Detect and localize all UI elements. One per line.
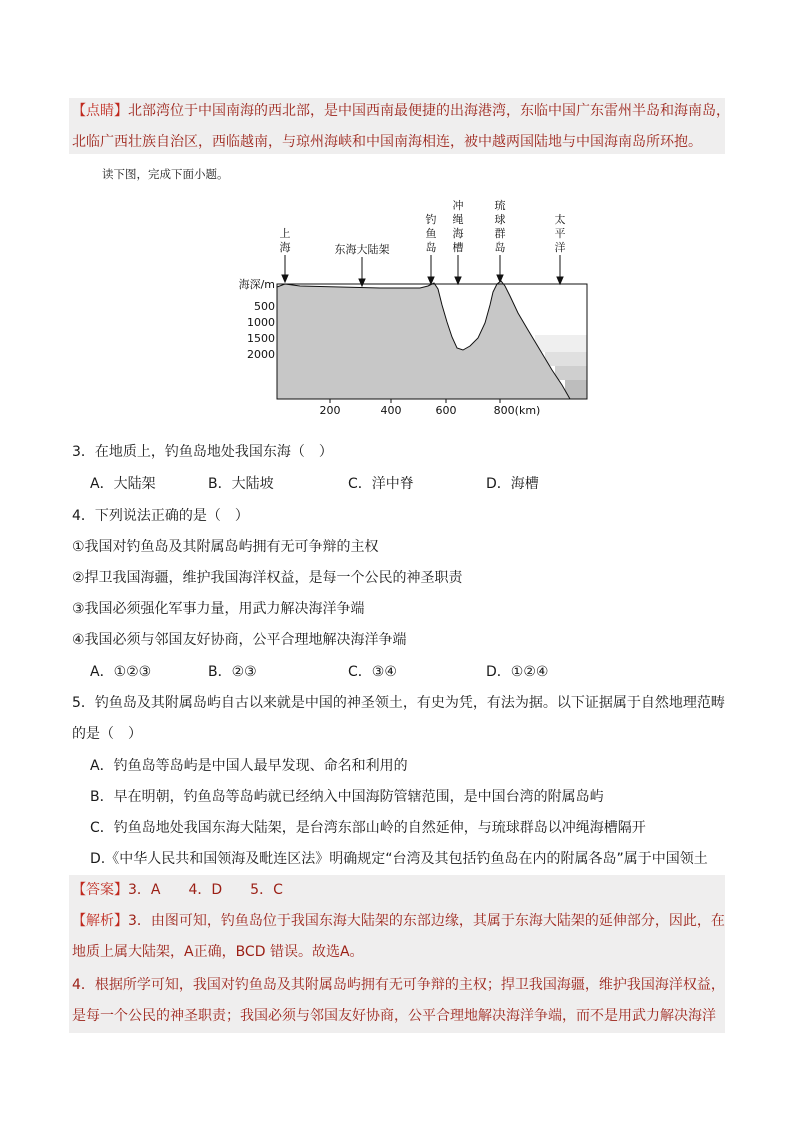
analysis-line-1 bbox=[72, 910, 725, 932]
q3-stem: 3．在地质上，钓鱼岛地处我国东海（ ） bbox=[72, 444, 333, 460]
label-okinawa-3: 槽 bbox=[452, 241, 464, 254]
tip-line-2: 北临广西壮族自治区，西临越南，与琼州海峡和中国南海相连，被中越两国陆地与中国海南岛所环抱。 bbox=[72, 134, 702, 150]
q4-option-b: B．②③ bbox=[208, 664, 257, 680]
q5-option-a: A．钓鱼岛等岛屿是中国人最早发现、命名和利用的 bbox=[90, 758, 408, 774]
distance-tick-200: 200 bbox=[319, 404, 341, 417]
distance-tick-800: 800(km) bbox=[493, 404, 541, 417]
depth-axis-title: 海深/m bbox=[238, 278, 275, 291]
q5-option-d: D.《中华人民共和国领海及毗连区法》明确规定“台湾及其包括钓鱼岛在内的附属各岛”属于中国领土 bbox=[90, 851, 708, 867]
q3-option-b: B．大陆坡 bbox=[208, 476, 274, 492]
q4-statement-4: ④我国必须与邻国友好协商，公平合理地解决海洋争端 bbox=[72, 632, 407, 648]
analysis-text-1: 3．由图可知，钓鱼岛位于我国东海大陆架的东部边缘，其属于东海大陆架的延伸部分，因此，在 bbox=[128, 913, 725, 929]
q4-statement-2: ②捍卫我国海疆，维护我国海洋权益，是每一个公民的神圣职责 bbox=[72, 570, 463, 586]
tip-label: 【点睛】 bbox=[72, 103, 128, 119]
label-pacific bbox=[555, 212, 566, 254]
label-shanghai-1: 海 bbox=[279, 241, 291, 254]
q4-stem: 4．下列说法正确的是（ ） bbox=[72, 508, 249, 524]
answer-line bbox=[72, 879, 283, 901]
label-diaoyu-0: 钓 bbox=[425, 213, 437, 226]
label-pacific-0: 太 bbox=[554, 213, 566, 226]
q5-option-b: B．早在明朝，钓鱼岛等岛屿就已经纳入中国海防管辖范围，是中国台湾的附属岛屿 bbox=[90, 789, 604, 805]
distance-tick-600: 600 bbox=[435, 404, 457, 417]
q5-stem-1: 5．钓鱼岛及其附属岛屿自古以来就是中国的神圣领土，有史为凭，有法为据。以下证据属于自然地理范畴 bbox=[72, 695, 725, 711]
label-okinawa bbox=[453, 198, 464, 254]
q4-option-d: D．①②④ bbox=[486, 664, 549, 680]
label-ryukyu-0: 琉 bbox=[494, 199, 506, 212]
label-ryukyu-3: 岛 bbox=[494, 241, 506, 254]
label-diaoyu-2: 岛 bbox=[425, 241, 437, 254]
label-shanghai-0: 上 bbox=[279, 227, 291, 240]
analysis-line-3: 4．根据所学可知，我国对钓鱼岛及其附属岛屿拥有无可争辩的主权；捍卫我国海疆，维护我国海洋权益， bbox=[72, 977, 725, 993]
answer-text: 3．A 4．D 5．C bbox=[128, 882, 283, 898]
label-ryukyu-2: 群 bbox=[494, 227, 506, 240]
label-pacific-1: 平 bbox=[554, 227, 566, 240]
q3-option-c: C．洋中脊 bbox=[348, 476, 414, 492]
seafloor-profile-figure bbox=[0, 198, 794, 418]
q5-stem-2: 的是（ ） bbox=[72, 726, 142, 742]
depth-axis bbox=[239, 277, 275, 361]
q3-option-d: D．海槽 bbox=[486, 476, 539, 492]
label-okinawa-0: 冲 bbox=[452, 199, 464, 212]
label-diaoyu bbox=[426, 212, 437, 254]
q3-option-a: A．大陆架 bbox=[90, 476, 156, 492]
q4-option-a: A．①②③ bbox=[90, 664, 152, 680]
depth-tick-1500: 1500 bbox=[247, 332, 275, 345]
tip-line-1 bbox=[72, 100, 730, 122]
label-okinawa-2: 海 bbox=[452, 227, 464, 240]
label-shelf: 东海大陆架 bbox=[334, 243, 390, 256]
q5-option-c: C．钓鱼岛地处我国东海大陆架，是台湾东部山岭的自然延伸，与琉球群岛以冲绳海槽隔开 bbox=[90, 820, 646, 836]
analysis-label: 【解析】 bbox=[72, 913, 128, 929]
analysis-line-2: 地质上属大陆架，A正确，BCD 错误。故选A。 bbox=[72, 944, 364, 960]
depth-tick-500: 500 bbox=[254, 300, 275, 313]
label-diaoyu-1: 鱼 bbox=[425, 227, 437, 240]
label-ryukyu bbox=[495, 198, 506, 254]
q4-statement-3: ③我国必须强化军事力量，用武力解决海洋争端 bbox=[72, 601, 365, 617]
depth-tick-2000: 2000 bbox=[247, 348, 275, 361]
distance-tick-400: 400 bbox=[380, 404, 402, 417]
label-ryukyu-1: 球 bbox=[494, 213, 506, 226]
seabed-profile bbox=[277, 281, 570, 399]
label-okinawa-1: 绳 bbox=[452, 213, 464, 226]
label-arrows bbox=[282, 255, 563, 286]
tip-text-1: 北部湾位于中国南海的西北部，是中国西南最便捷的出海港湾，东临中国广东雷州半岛和海南岛， bbox=[128, 103, 730, 119]
instruction: 读下图，完成下面小题。 bbox=[102, 167, 229, 181]
answer-label: 【答案】 bbox=[72, 882, 128, 898]
q4-statement-1: ①我国对钓鱼岛及其附属岛屿拥有无可争辩的主权 bbox=[72, 539, 379, 555]
distance-axis bbox=[320, 399, 541, 417]
depth-tick-1000: 1000 bbox=[247, 316, 275, 329]
analysis-line-4: 是每一个公民的神圣职责；我国必须与邻国友好协商，公平合理地解决海洋争端，而不是用武力解决海洋 bbox=[72, 1008, 716, 1024]
q4-option-c: C．③④ bbox=[348, 664, 397, 680]
label-shanghai bbox=[280, 226, 291, 254]
label-pacific-2: 洋 bbox=[554, 241, 566, 254]
